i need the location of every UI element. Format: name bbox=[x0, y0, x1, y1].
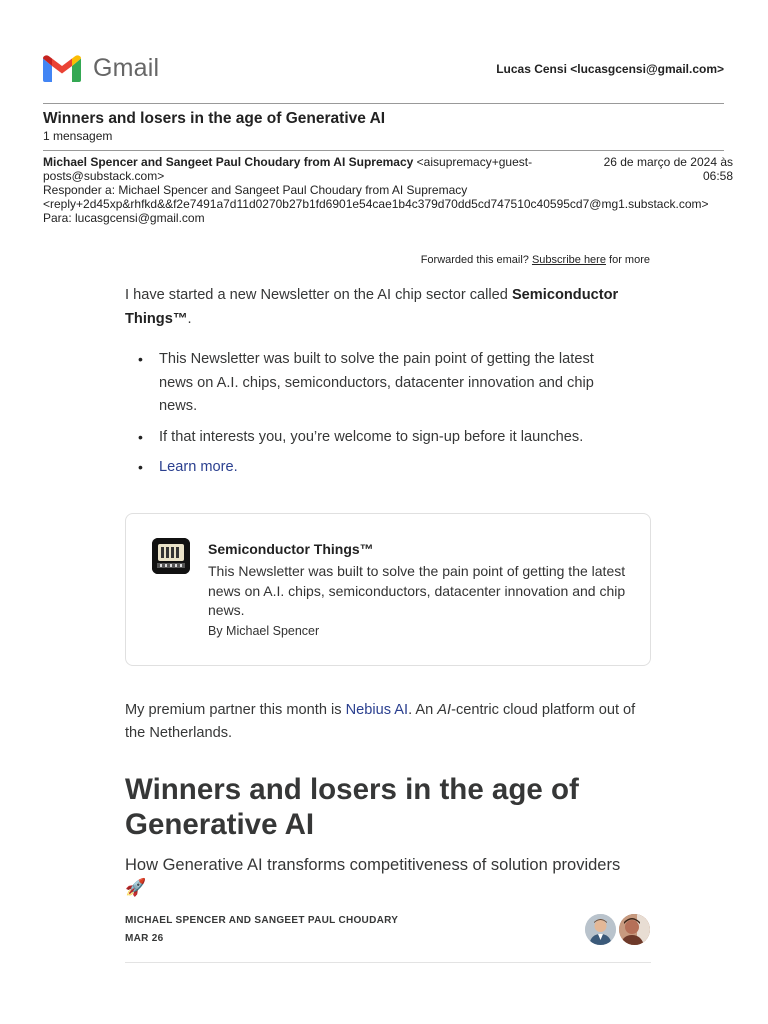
list-item: • This Newsletter was built to solve the pain point of getting the latest news on A.I. chips, semiconductors, datacenter innovation and chip news. bbox=[138, 348, 628, 419]
gmail-logo bbox=[43, 54, 159, 83]
date-line1: 26 de março de 2024 às bbox=[603, 155, 733, 169]
partner-paragraph bbox=[125, 699, 651, 745]
intro-text: I have started a new Newsletter on the AI chip sector called bbox=[125, 287, 512, 303]
sender-address-part2: posts@substack.com> bbox=[43, 169, 165, 183]
publication-logo bbox=[152, 538, 190, 574]
message-meta bbox=[43, 155, 733, 225]
intro-paragraph bbox=[125, 284, 651, 331]
chip-icon bbox=[152, 538, 190, 574]
partner-suffix: -centric cloud platform out of the Netherlands. bbox=[125, 702, 636, 741]
forward-note bbox=[421, 254, 650, 266]
learn-more-period: . bbox=[233, 459, 238, 475]
publication-title: Semiconductor Things™ bbox=[208, 541, 374, 557]
learn-more-link[interactable]: Learn more bbox=[159, 459, 234, 475]
gmail-wordmark: Gmail bbox=[93, 54, 160, 82]
partner-italic: AI bbox=[437, 702, 452, 718]
subscribe-link[interactable]: Subscribe here bbox=[531, 254, 606, 266]
avatar[interactable] bbox=[619, 914, 650, 945]
newsletter-name: Semiconductor Things™ bbox=[125, 287, 619, 327]
date-line2: 06:58 bbox=[702, 169, 733, 183]
account-label: Lucas Censi <lucasgcensi@gmail.com> bbox=[496, 62, 724, 76]
list-item bbox=[138, 456, 628, 480]
publication-embed-card[interactable] bbox=[125, 513, 651, 666]
divider bbox=[43, 150, 724, 151]
bullet-list bbox=[138, 348, 628, 487]
gmail-m-icon bbox=[43, 55, 81, 83]
publication-description: This Newsletter was built to solve the pain point of getting the latest news on A.I. chips, semiconductors, datacenter innovation and chip news. bbox=[208, 563, 626, 618]
partner-middle: . An bbox=[408, 702, 438, 718]
partner-prefix: My premium partner this month is bbox=[125, 702, 346, 718]
message-count: 1 mensagem bbox=[43, 129, 113, 143]
reply-to-line2: <reply+2d45xp&rhfkd&&f2e7491a7d11d0270b27b1fd6901e54cae1b4c379d70dd5cd747510c40595cd7@mg1.substack.com> bbox=[43, 197, 709, 211]
message-date bbox=[583, 155, 733, 183]
divider bbox=[125, 962, 651, 963]
intro-period: . bbox=[187, 310, 192, 327]
nebius-link[interactable]: Nebius AI bbox=[345, 702, 409, 718]
forward-note-prefix: Forwarded this email? bbox=[420, 254, 529, 266]
sender-name: Michael Spencer and Sangeet Paul Choudary from AI Supremacy bbox=[43, 155, 414, 169]
recipient: Para: lucasgcensi@gmail.com bbox=[43, 211, 205, 225]
sender bbox=[43, 155, 568, 183]
reply-to-line1: Responder a: Michael Spencer and Sangeet Paul Choudary from AI Supremacy bbox=[43, 183, 468, 197]
thread-subject: Winners and losers in the age of Generative AI bbox=[43, 110, 386, 127]
post-date: MAR 26 bbox=[125, 933, 164, 944]
list-item: • If that interests you, you’re welcome to sign-up before it launches. bbox=[138, 426, 628, 450]
rocket-icon: 🚀 bbox=[125, 878, 147, 897]
divider bbox=[43, 103, 724, 104]
forward-note-suffix: for more bbox=[609, 254, 650, 266]
avatar[interactable] bbox=[585, 914, 616, 945]
reply-to bbox=[43, 183, 733, 211]
post-subtitle bbox=[125, 854, 651, 900]
post-title: Winners and losers in the age of Generative AI bbox=[125, 773, 579, 841]
post-authors[interactable]: MICHAEL SPENCER AND SANGEET PAUL CHOUDARY bbox=[125, 915, 399, 926]
author-avatar-icon bbox=[585, 914, 616, 945]
author-avatar-icon bbox=[619, 914, 650, 945]
sender-address-part1: <aisupremacy+guest- bbox=[416, 155, 533, 169]
post-subtitle-text: How Generative AI transforms competitiveness of solution providers bbox=[125, 856, 621, 874]
publication-byline: By Michael Spencer bbox=[208, 624, 320, 638]
